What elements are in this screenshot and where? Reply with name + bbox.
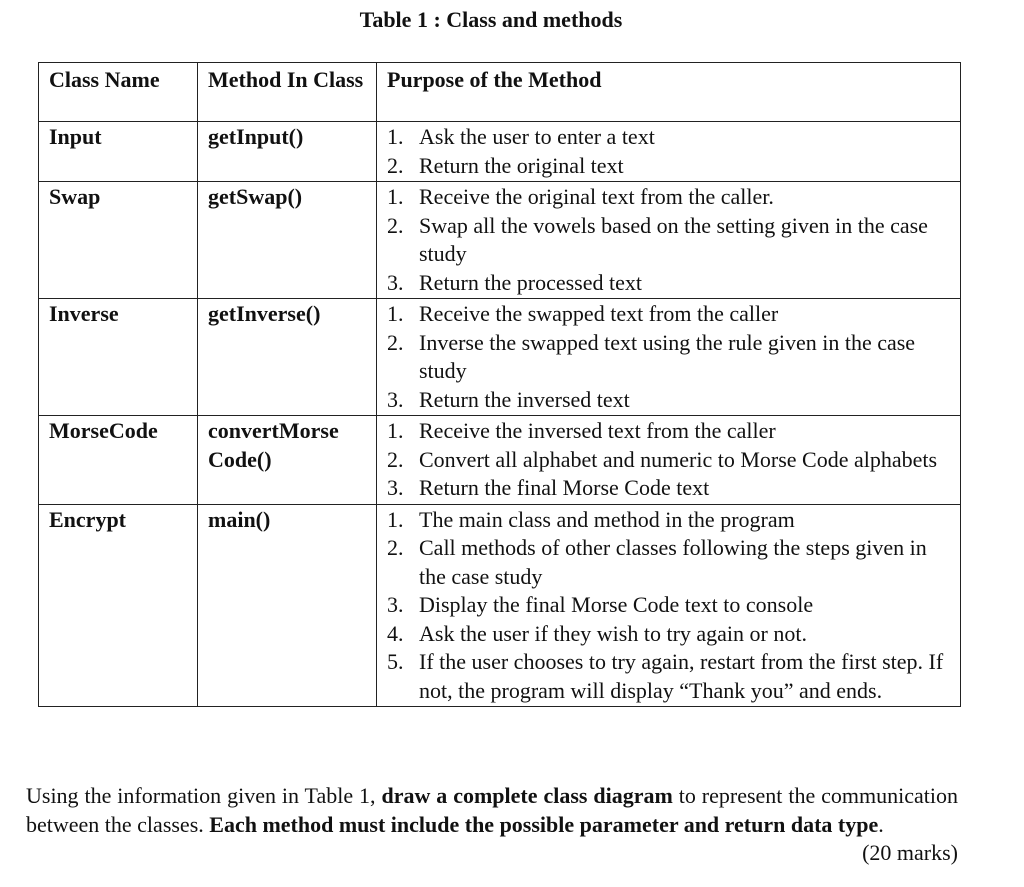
purpose-step — [387, 591, 954, 620]
purpose-step — [387, 648, 954, 705]
step-number: 5. — [387, 649, 404, 674]
purpose-step — [387, 212, 954, 269]
purpose-step — [387, 123, 954, 152]
table-row — [39, 416, 961, 505]
purpose-step — [387, 269, 954, 298]
header-class-name: Class Name — [39, 63, 198, 122]
question-part3: . — [878, 811, 884, 837]
purpose-cell — [377, 122, 961, 182]
step-number: 3. — [387, 269, 404, 295]
purpose-step — [387, 446, 954, 475]
table-body — [39, 122, 961, 707]
question-bold1: draw a complete class diagram — [381, 783, 673, 808]
purpose-step — [387, 620, 954, 649]
step-number: 1. — [387, 301, 404, 326]
step-text: Display the final Morse Code text to console — [419, 592, 814, 617]
purpose-step — [387, 152, 954, 181]
class-name-cell: Encrypt — [39, 504, 198, 707]
class-name-cell: Input — [39, 122, 198, 182]
step-text: The main class and method in the program — [419, 506, 795, 532]
table-title: Table 1 : Class and methods — [359, 7, 623, 32]
purpose-step — [387, 183, 954, 212]
purpose-step — [387, 534, 954, 591]
purpose-steps-list — [387, 506, 954, 706]
step-text: If the user chooses to try again, restart from the first step. If not, the program will display “Thank you” and ends. — [419, 649, 944, 703]
purpose-cell — [377, 416, 961, 505]
step-number: 1. — [387, 184, 404, 209]
step-number: 1. — [387, 124, 404, 149]
purpose-step — [387, 474, 954, 503]
step-text: Ask the user if they wish to try again or not. — [419, 620, 807, 646]
question-part1: Using the information given in Table 1, — [26, 783, 376, 808]
header-purpose: Purpose of the Method — [377, 63, 961, 122]
step-number: 3. — [387, 592, 404, 617]
question-text — [26, 782, 958, 868]
step-number: 1. — [387, 418, 404, 443]
step-text: Inverse the swapped text using the rule given in the case study — [419, 329, 916, 383]
step-text: Return the original text — [419, 152, 624, 178]
class-methods-table — [38, 62, 961, 707]
method-cell: main() — [198, 504, 377, 707]
step-number: 3. — [387, 386, 404, 412]
purpose-step — [387, 300, 954, 329]
question-bold2: Each method must include the possible parameter and return data type — [209, 811, 879, 837]
step-text: Return the final Morse Code text — [419, 475, 710, 500]
class-name-cell: Swap — [39, 182, 198, 299]
purpose-cell — [377, 299, 961, 416]
step-text: Convert all alphabet and numeric to Morse Code alphabets — [419, 446, 938, 472]
step-text: Ask the user to enter a text — [419, 124, 655, 149]
step-text: Return the processed text — [419, 269, 642, 295]
step-number: 4. — [387, 620, 404, 646]
step-number: 1. — [387, 506, 404, 532]
purpose-step — [387, 417, 954, 446]
step-number: 2. — [387, 535, 404, 560]
step-number: 2. — [387, 446, 404, 472]
table-row — [39, 182, 961, 299]
method-cell: convertMorse Code() — [198, 416, 377, 505]
method-cell: getSwap() — [198, 182, 377, 299]
table-row — [39, 299, 961, 416]
purpose-cell — [377, 504, 961, 707]
question-part2: to represent the communication between the classes. — [26, 783, 959, 837]
step-text: Swap all the vowels based on the setting given in the case study — [419, 212, 928, 266]
step-number: 2. — [387, 152, 404, 178]
step-number: 3. — [387, 475, 404, 500]
step-text: Receive the original text from the caller. — [419, 184, 774, 209]
step-text: Return the inversed text — [419, 386, 630, 412]
purpose-step — [387, 329, 954, 386]
step-text: Receive the swapped text from the caller — [419, 301, 779, 326]
purpose-step — [387, 386, 954, 415]
step-text: Call methods of other classes following the steps given in the case study — [419, 535, 927, 589]
purpose-steps-list — [387, 417, 954, 503]
question-marks: (20 marks) — [862, 840, 958, 865]
header-method: Method In Class — [198, 63, 377, 122]
purpose-cell — [377, 182, 961, 299]
method-cell: getInverse() — [198, 299, 377, 416]
purpose-steps-list — [387, 183, 954, 297]
method-cell: getInput() — [198, 122, 377, 182]
step-number: 2. — [387, 329, 404, 355]
class-name-cell: Inverse — [39, 299, 198, 416]
step-number: 2. — [387, 212, 404, 238]
table-row — [39, 504, 961, 707]
purpose-steps-list — [387, 300, 954, 414]
table-row — [39, 122, 961, 182]
purpose-steps-list — [387, 123, 954, 180]
table-header-row — [39, 63, 961, 122]
step-text: Receive the inversed text from the caller — [419, 418, 776, 443]
class-name-cell: MorseCode — [39, 416, 198, 505]
purpose-step — [387, 506, 954, 535]
